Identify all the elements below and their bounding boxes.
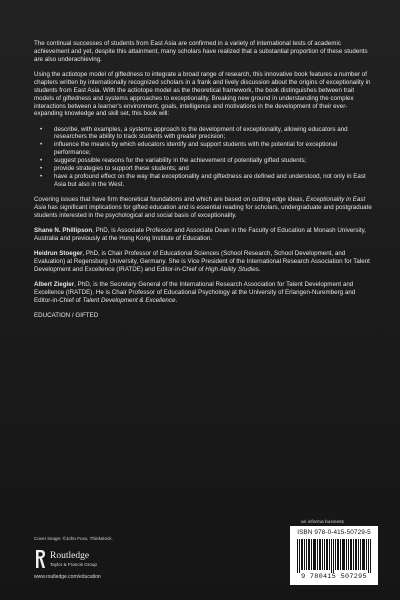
features-list: [34, 126, 372, 189]
journal-title: Talent Development & Excellence: [82, 296, 176, 304]
author-bio-phillipson: [34, 227, 372, 243]
author-bio-text: , PhD, is Associate Professor and Associate Dean in the Faculty of Education at Monash University, Australia and previously at the Hong Kong Institute of Education.: [34, 226, 367, 242]
publisher-subtitle: Taylor & Francis Group: [50, 562, 97, 567]
list-item: • describe, with examples, a systems approach to the development of exceptionality, allowing educators and researchers the ability to track students with greater precision;: [34, 126, 372, 142]
closing-paragraph: [34, 196, 372, 220]
barcode-digits: 9 780415 507295: [301, 573, 367, 581]
list-item: • suggest possible reasons for the variability in the achievement of potentially gifted students;: [34, 157, 372, 165]
cover-image-credit: Cover image: ©John Foxx, Thinkstock.: [34, 536, 113, 541]
journal-title: High Ability Studies: [205, 265, 259, 273]
routledge-logo-icon: [34, 549, 46, 569]
author-bio-stoeger: [34, 250, 372, 274]
description-paragraph: Using the actiotope model of giftedness to integrate a broad range of research, this innovative book features a number of chapters written by internationally recognized scholars in a frank and lively discussion about the origins of exceptionality in students from East Asia. With the actiotope model as the theoretical framework, the book distinguishes between trait models of giftedness and systems approaches to exceptionality. Breaking new ground in understanding the complex interactions between a learner's environment, goals, intelligence and motivations in the development of their ever-expanding knowledge and skill set, this book will:: [34, 70, 371, 118]
publisher-logo: [34, 549, 174, 583]
publisher-name: Routledge: [50, 551, 90, 561]
intro-paragraph: The continual successes of students from East Asia are confirmed in a variety of international tests of academic achievement and yet, despite this attainment, many scholars have realized that a substantial proportion of these students are also underachieving.: [34, 40, 368, 63]
isbn-text: ISBN 978-0-415-50729-5: [297, 529, 371, 536]
author-bio-text: , PhD, is the Secretary General of the International Research Association for Talent Development and Excellence (IRATDE). He is Chair Professor of Educational Psychology at the University of Erlangen-Nuremberg and Editor-in-Chief of: [34, 280, 356, 304]
bio-end: .: [258, 265, 261, 273]
list-item: • provide strategies to support these students; and: [34, 165, 372, 173]
bio-end: .: [175, 296, 178, 304]
subject-category: EDUCATION / GIFTED: [34, 311, 99, 319]
book-title: Exceptionality in East Asia: [34, 195, 366, 211]
author-name: Shane N. Phillipson: [34, 226, 93, 234]
barcode-panel: [290, 526, 378, 585]
author-name: Heidrun Stoeger: [34, 249, 83, 257]
barcode-icon: [297, 539, 371, 573]
author-name: Albert Ziegler: [34, 280, 75, 288]
blurb-text: [34, 40, 372, 327]
author-bio-text: , PhD, is Chair Professor of Educational Sciences (School Research, School Development, and Evaluation) at Regensburg University, Germany. She is Vice President of the International Research Association for Talent Development and Excellence (IRATDE) and Editor-in-Chief of: [34, 249, 370, 273]
closing-text-end: has significant implications for gifted education and is essential reading for scholars, undergraduate and postgraduate students interested in the psychological and social basis of exceptionality.: [34, 203, 372, 219]
list-item: • have a profound effect on the way that exceptionality and giftedness are defined and understood, not only in East Asia but also in the West.: [34, 173, 372, 189]
informa-tagline: an informa business: [301, 520, 344, 525]
list-item: • influence the means by which educators identify and support students with the potential for exceptional performance;: [34, 141, 372, 157]
publisher-url: www.routledge.com/education: [34, 574, 101, 580]
closing-text-start: Covering issues that have firm theoretical foundations and which are based on cutting edge ideas,: [34, 195, 306, 203]
author-bio-ziegler: [34, 281, 372, 305]
